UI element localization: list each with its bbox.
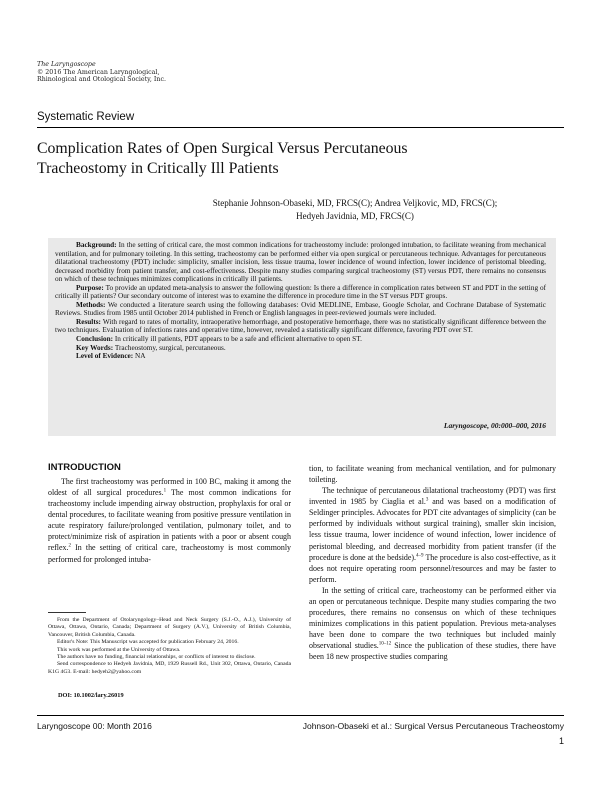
abstract-keywords — [55, 344, 546, 353]
left-column — [48, 476, 291, 565]
intro-p3-part-a: In the setting of critical care, tracheostomy can be performed either via an open or percutaneous technique. Despite many studies comparing the two procedures, there remains no consensus on which of these techniques minimizes complications in this patient population. Previous meta-analyses have been done to compare the two techniques but included mainly observational studies. — [309, 585, 556, 651]
footnote-rule — [48, 612, 86, 613]
abstract-conclusion — [55, 335, 546, 344]
keywords-text: Tracheostomy, surgical, percutaneous. — [114, 343, 226, 352]
right-column — [309, 463, 556, 662]
results-label: Results: — [76, 317, 101, 326]
authors-line-1: Stephanie Johnson-Obaseki, MD, FRCS(C); Andrea Veljkovic, MD, FRCS(C); — [212, 198, 498, 208]
doi[interactable]: DOI: 10.1002/lary.26019 — [58, 692, 124, 699]
methods-label: Methods: — [76, 300, 106, 309]
footnote-coi: The authors have no funding, financial relationships, or conflicts of interest to disclose. — [57, 654, 256, 661]
abstract-loe — [55, 352, 546, 361]
copyright-line-2: Rhinological and Otological Society, Inc. — [37, 76, 166, 84]
conclusion-text: In critically ill patients, PDT appears to be a safe and efficient alternative to open ST. — [114, 335, 362, 344]
abstract-background — [55, 241, 546, 284]
abstract-citation: Laryngoscope, 00:000–000, 2016 — [443, 421, 546, 430]
section-label: Systematic Review — [37, 111, 135, 123]
footnotes — [48, 617, 291, 676]
intro-p1-part-a: The first tracheostomy was performed in 100 BC, making it among the oldest of all surgical procedures. — [48, 477, 291, 498]
background-text: In the setting of critical care, the most common indications for tracheostomy include: prolonged intubation, to facilitate weaning from mechanical ventilation, and for pulmonary toileting. In this setting, tracheostomy can be performed either via open surgical or percutaneous technique. Advantages for percutaneous dilatational tracheostomy (PDT) include: simplicity, smaller incision, less tissue trauma, lower incidence of wound infection, lower incidence of peristomal bleeding, decreased morbidity from patient transfer, and cost-effectiveness. Despite many studies comparing surgical tracheostomy (ST) versus PDT, there remains no consensus on which of these techniques minimizes complications in critically ill patients. — [55, 241, 546, 284]
footnote-affiliation: From the Department of Otolaryngology–Head and Neck Surgery (S.J.-O., A.J.), University of Ottawa, Ottawa, Ontario, Canada; Department of Surgery (A.V.), University of British Columbia, Vancouver, British Columbia, Canada. — [48, 617, 291, 638]
article-title — [37, 139, 557, 179]
intro-p2-part-a: The technique of percutaneous dilatational tracheostomy (PDT) was first invented in 1985 by Ciaglia et al. — [309, 486, 556, 507]
citation-ref[interactable]: 1 — [163, 488, 167, 494]
intro-p3-part-b: Since the publication of these studies, there have been 18 new prospective studies comparing — [309, 641, 556, 662]
loe-text: NA — [135, 352, 146, 361]
purpose-text: To provide an updated meta-analysis to answer the following question: Is there a difference in complication rates between ST and PDT in the setting of critically ill patients? Our secondary outcome of interest was to examine the difference in procedure time in the ST versus PDT groups. — [55, 283, 547, 301]
authors-line-2: Hedyeh Javidnia, MD, FRCS(C) — [296, 211, 414, 221]
intro-paragraph-2 — [309, 485, 556, 585]
footnote-correspondence: Send correspondence to Hedyeh Javidnia, MD, 1929 Russell Rd., Unit 302, Ottawa, Ontario, Canada K1G 4G3. E-mail: hedyeh2@yahoo.com — [48, 661, 291, 675]
journal-header — [37, 61, 337, 84]
running-footer-right: Johnson-Obaseki et al.: Surgical Versus Percutaneous Tracheostomy — [302, 721, 564, 731]
loe-label: Level of Evidence: — [76, 352, 134, 361]
running-footer-left: Laryngoscope 00: Month 2016 — [37, 721, 152, 731]
keywords-label: Key Words: — [76, 343, 114, 352]
intro-p1-part-c: In the setting of critical care, tracheostomy is most commonly performed for prolonged intuba- — [48, 543, 291, 564]
copyright-line-1: © 2016 The American Laryngological, — [37, 68, 160, 76]
footer-rule — [37, 715, 564, 716]
citation-ref[interactable]: 10–12 — [378, 641, 392, 647]
title-line-1: Complication Rates of Open Surgical Versus Percutaneous — [37, 140, 408, 157]
intro-paragraph-3 — [309, 585, 556, 663]
footnote-editor: Editor's Note: This Manuscript was accepted for publication February 24, 2016. — [57, 639, 239, 646]
conclusion-label: Conclusion: — [76, 335, 114, 344]
intro-p2-part-c: The procedure is also cost-effective, as it does not require operating room personnel/resources and may be faster to perform. — [309, 552, 556, 584]
citation-ref[interactable]: 3 — [425, 497, 429, 503]
background-label: Background: — [76, 241, 117, 249]
page-number: 1 — [558, 736, 564, 746]
journal-name: The Laryngoscope — [37, 61, 96, 68]
abstract-methods — [55, 301, 546, 318]
title-line-2: Tracheostomy in Critically Ill Patients — [37, 160, 279, 177]
header-rule — [37, 127, 564, 128]
intro-paragraph-1 — [48, 476, 291, 565]
purpose-label: Purpose: — [76, 283, 104, 292]
results-text: With regard to rates of mortality, intraoperative hemorrhage, and postoperative hemorrhage, there was no statistically significant difference between the two techniques. Evaluation of infections rates and operative time, however, revealed a statistically significant difference, favoring PDT over ST. — [55, 317, 546, 335]
intro-p1-part-b: The most common indications for tracheostomy include impending airway obstruction, prophylaxis for oral or dental procedures, to facilitate weaning from positive pressure ventilation in acute respiratory failure/prolonged ventilation, pulmonary toilet, and to protect/minimize risk of aspiration in patients with a poor or absent cough reflex. — [48, 488, 291, 553]
citation-ref[interactable]: 2 — [68, 543, 71, 549]
abstract-box — [48, 238, 556, 436]
citation-ref[interactable]: 4–9 — [416, 552, 424, 558]
methods-text: We conducted a literature search using the following databases: Ovid MEDLINE, Embase, Google Scholar, and Cochrane Database of Systematic Reviews. Studies from 1985 until October 2014 published in French or English languages in peer-reviewed journals were included. — [55, 300, 546, 318]
footnote-work: This work was performed at the University of Ottawa. — [57, 646, 181, 653]
introduction-heading: INTRODUCTION — [48, 462, 121, 473]
intro-paragraph-1-continued: tion, to facilitate weaning from mechanical ventilation, and for pulmonary toileting. — [309, 464, 556, 485]
author-list — [170, 197, 540, 223]
abstract-results — [55, 318, 546, 335]
abstract-purpose — [55, 284, 546, 301]
intro-p2-part-b: and was based on a modification of Seldinger principles. Advocates for PDT cite advantages of simplicity (can be performed by individuals without surgical training), smaller skin incision, less tissue trauma, lower incidence of wound infection, lower incidence of peristomal bleeding, and decreased morbidity from patient transfer (if the procedure is done at the bedside). — [309, 497, 556, 562]
